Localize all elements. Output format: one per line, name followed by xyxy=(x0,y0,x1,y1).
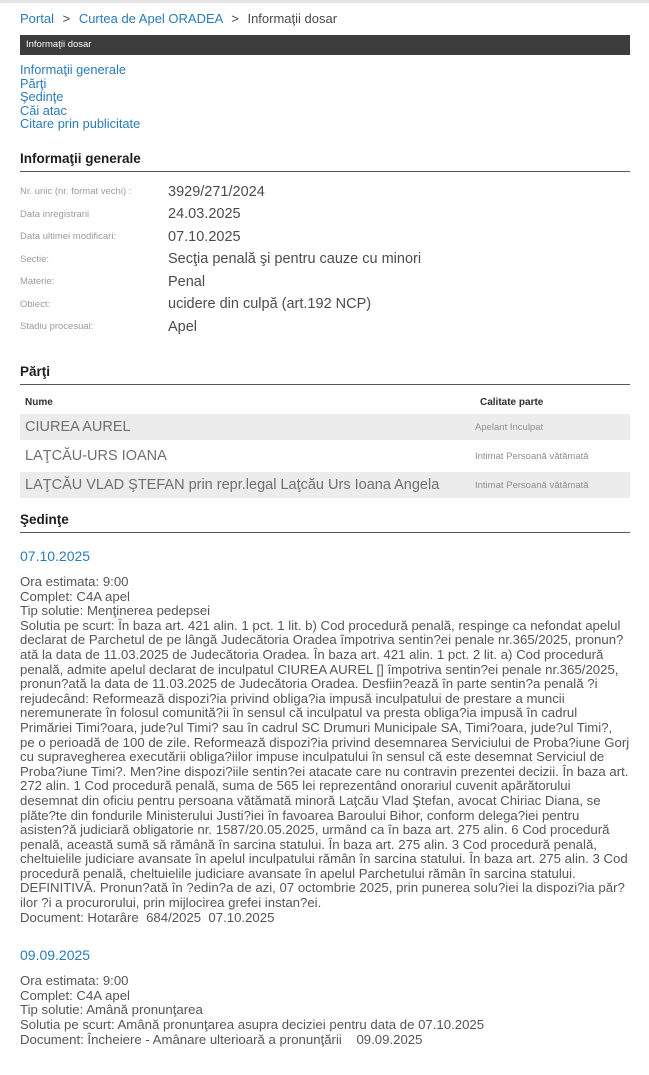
hearing-session xyxy=(20,548,633,925)
field-label: Obiect: xyxy=(20,298,51,310)
hearings-heading: Şedinţe xyxy=(20,512,630,533)
hearing-details xyxy=(20,974,630,1047)
case-info-titlebar xyxy=(20,35,630,55)
party-row xyxy=(20,443,630,469)
hearing-solution-summary: Solutia pe scurt: În baza art. 421 alin. 1 pct. 1 lit. b) Cod procedură penală, respinge ca nefondat apelul declarat de Parchetul de pe lângă Judecătoria Oradea împotriva sentin?ei penale nr.365/2025, pronun?ată la data de 11.03.2025 de Judecătoria Oradea. În baza art. 421 alin. 1 pct. 2 lit. a) Cod procedură penală, admite apelul declarat de inculpatul CIUREA AUREL [] împotriva sentin?ei penale nr.365/2025, pronun?ată la data de 11.03.2025 de Judecătoria Oradea. Desfiin?ează în parte sentin?a penală ?i rejudecând: Reformează dispozi?ia privind obliga?ia impusă inculpatului de prestare a muncii neremunerate în folosul comunită?ii în sensul că inculpatul va presta obliga?ia impusă în cadrul Primăriei Timi?oara, jude?ul Timi? sau în cadrul SC Drumuri Municipale SA, Timi?oara, jude?ul Timi?, pe o perioadă de 100 de zile. Reformează dispozi?ia privind desemnarea Serviciului de Proba?iune Gorj cu supravegherea executării obliga?iilor impuse inculpatului în sensul că este desemnat Serviciul de Proba?iune Timi?. Men?ine dispozi?iile sentin?ei atacate care nu contravin prezentei decizii. În baza art. 272 alin. 1 Cod procedură penală, suma de 565 lei reprezentând onorariul cuvenit apărătorului desemnat din oficiu pentru persoana vătămată minoră Laţcău Vlad Ştefan, avocat Chiriac Diana, se plăte?te din fondurile Ministerului Justi?iei în favoarea Baroului Bihor, conform delega?iei pentru asisten?ă judiciară obligatorie nr. 1587/20.05.2025, urmând ca în baza art. 275 alin. 6 Cod procedură penală, această sumă să rămână în sarcina statului. În baza art. 275 alin. 3 Cod procedură penală, cheltuielile judiciare avansate în apelul inculpatului rămân în sarcina statului. În baza art. 275 alin. 3 Cod procedură penală, cheltuielile judiciare avansate în apelul Parchetului rămân în sarcina statului. DEFINITIVĂ. Pronun?ată în ?edin?a de azi, 07 octombrie 2025, prin punerea solu?iei la dispozi?ia păr?ilor ?i a procurorului, prin mijlocirea grefei instan?ei. xyxy=(20,617,633,911)
party-role: Intimat Persoană vătămată xyxy=(475,479,589,491)
field-value: 3929/271/2024 xyxy=(168,183,265,200)
field-row-case-number xyxy=(20,181,630,204)
breadcrumb-separator: > xyxy=(231,11,239,26)
hearing-session xyxy=(20,947,630,1047)
field-row-procedural-stage xyxy=(20,316,630,339)
party-name: LAŢCĂU VLAD ŞTEFAN prin repr.legal Laţcău Urs Ioana Angela xyxy=(25,477,440,493)
field-label: Materie: xyxy=(20,276,55,288)
nav-link-appeals[interactable]: Căi atac xyxy=(20,102,67,118)
hearing-solution-type: Tip solutie: Menţinerea pedepsei xyxy=(20,603,211,619)
breadcrumb-link-court[interactable]: Curtea de Apel ORADEA xyxy=(78,11,223,26)
field-label: Data inregistrarii xyxy=(20,208,90,220)
field-value: 07.10.2025 xyxy=(168,228,241,245)
hearing-details xyxy=(20,574,633,925)
hearing-solution-type: Tip solutie: Amână pronunţarea xyxy=(20,1002,203,1018)
nav-link-hearings[interactable]: Şedinţe xyxy=(20,89,64,104)
hearing-panel: Complet: C4A apel xyxy=(20,588,130,604)
parties-table xyxy=(20,397,630,498)
titlebar-label: Informaţii dosar xyxy=(26,39,92,50)
field-value: Apel xyxy=(168,318,198,335)
field-label: Stadiu procesual: xyxy=(20,321,94,333)
field-value: Penal xyxy=(168,273,206,290)
hearing-estimated-time: Ora estimata: 9:00 xyxy=(20,574,129,589)
field-value: ucidere din culpă (art.192 NCP) xyxy=(168,296,372,313)
section-nav xyxy=(20,63,630,131)
field-value: 24.03.2025 xyxy=(168,206,241,223)
hearing-document: Document: Încheiere - Amânare ulterioară a pronunţării 09.09.2025 xyxy=(20,1031,423,1047)
nav-link-public-citation[interactable]: Citare prin publicitate xyxy=(20,116,141,131)
hearing-panel: Complet: C4A apel xyxy=(20,987,130,1003)
field-label: Data ultimei modificari: xyxy=(20,231,117,243)
party-row xyxy=(20,414,630,440)
field-row-last-modified xyxy=(20,226,630,249)
hearing-document: Document: Hotarâre 684/2025 07.10.2025 xyxy=(20,909,275,925)
field-row-object xyxy=(20,293,630,316)
general-info-heading: Informaţii generale xyxy=(20,151,630,172)
case-details-page xyxy=(0,3,649,1075)
field-value: Secţia penală şi pentru cauze cu minori xyxy=(168,251,422,268)
nav-link-general-info[interactable]: Informaţii generale xyxy=(20,62,126,77)
field-row-registration-date xyxy=(20,203,630,226)
column-header-role: Calitate parte xyxy=(480,397,544,408)
party-role: Intimat Persoană vătămată xyxy=(475,450,589,462)
general-info-fields xyxy=(20,181,630,339)
party-role: Apelant Inculpat xyxy=(475,421,544,433)
column-header-name: Nume xyxy=(25,397,53,408)
breadcrumb xyxy=(20,11,630,26)
parties-table-header xyxy=(20,397,630,414)
parties-heading: Părţi xyxy=(20,364,630,385)
hearing-solution-summary: Solutia pe scurt: Amână pronunţarea asupra deciziei pentru data de 07.10.2025 xyxy=(20,1017,485,1033)
field-label: Nr. unic (nr. format vechi) : xyxy=(20,186,132,198)
field-row-section xyxy=(20,248,630,271)
breadcrumb-separator: > xyxy=(62,11,71,26)
party-row xyxy=(20,472,630,498)
field-label: Sectie: xyxy=(20,253,50,265)
nav-link-parties[interactable]: Părţi xyxy=(20,75,47,91)
hearing-estimated-time: Ora estimata: 9:00 xyxy=(20,973,129,989)
party-name: LAŢCĂU-URS IOANA xyxy=(25,448,167,464)
party-name: CIUREA AUREL xyxy=(25,419,131,435)
hearing-date-link[interactable]: 07.10.2025 xyxy=(20,548,91,564)
breadcrumb-current: Informaţii dosar xyxy=(247,11,338,26)
field-row-matter xyxy=(20,271,630,294)
hearing-date-link[interactable]: 09.09.2025 xyxy=(20,947,91,964)
breadcrumb-link-portal[interactable]: Portal xyxy=(20,11,54,26)
